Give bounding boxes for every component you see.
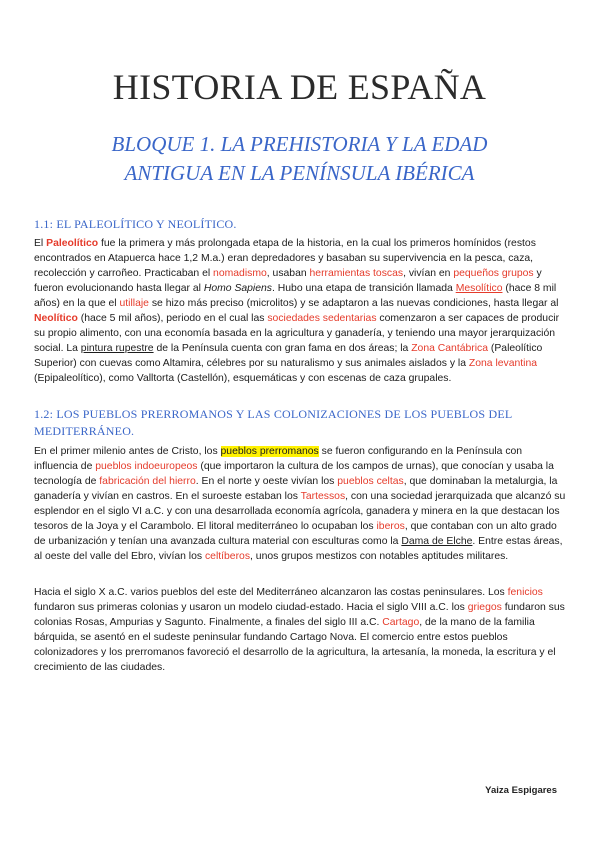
highlighted-term: pintura rupestre [80,343,154,355]
highlighted-term: Paleolítico [46,238,99,249]
text-run: (hace 5 mil años), periodo en el cual las [77,313,268,325]
text-run: fue la primera y más prolongada etapa de la historia, en la cual los primeros homínidos (restos encontrados en Atapuerca hace 1,2 M.a.) eran depredadores y basaban su supervivencia en la pesca, caza, recolección y carroñeo. Practicaban el [34,238,536,280]
text-run: Hacia el siglo X a.C. varios pueblos del este del Mediterráneo alcanzaron las costas peninsulares. Los [34,587,508,598]
highlighted-term: Dama de Elche [401,536,473,548]
text-run: , con una sociedad jerarquizada que alcanzó su esplendor en el siglo VI a.C. y con una desarrollada economía agrícola, ganadera y minera en la que destacan los tesoros de la Joya y el Carambolo. El litoral mediterráneo lo ocupaban los [34,491,566,533]
text-run: se fueron configurando en la Península con influencia de [34,446,523,473]
highlighted-term: Homo Sapiens [203,283,272,295]
highlighted-term: celtíberos [204,551,251,563]
block-subtitle [30,130,569,188]
highlighted-term: pueblos celtas [337,476,404,488]
text-run: , vivían en [403,268,454,280]
highlighted-term: Neolítico [34,313,78,325]
highlighted-term: pequeños grupos [453,268,534,280]
section-1-heading: 1.1: EL PALEOLÍTICO Y NEOLÍTICO. [34,217,237,231]
highlighted-term: herramientas toscas [309,268,404,280]
text-run: (que importaron la cultura de los campos de urnas), que conocían y usaba la tecnología de [34,461,554,488]
section-1-paragraph [34,236,566,386]
highlighted-term: pueblos prerromanos [220,446,319,457]
highlighted-term: pueblos indoeuropeos [95,461,198,473]
text-run: fundaron sus primeras colonias y usaron un modelo ciudad-estado. Hacia el siglo VIII a.C. los [34,602,468,614]
highlighted-term: Cartago [382,617,420,629]
section-2-heading: 1.2: LOS PUEBLOS PRERROMANOS Y LAS COLONIZACIONES DE LOS PUEBLOS DEL MEDITERRÁNEO. [34,407,512,438]
page-title: HISTORIA DE ESPAÑA [112,67,487,107]
section-2-paragraph-2 [34,585,566,675]
text-run: , de la mano de la familia bárquida, se asentó en el sudeste peninsular fundando Cartago Nova. El comercio entre estos pueblos colonizadores y los prerromanos favoreció el desarrollo de la agricultura, la artesanía, la moneda, la escritura y el crecimiento de las ciudades. [34,617,556,674]
text-run: fundaron sus colonias Rosas, Ampurias y Sagunto. Finalmente, a finales del siglo III a.C. [34,602,565,629]
highlighted-term: iberos [376,521,405,533]
text-run: se hizo más preciso (microlitos) y se adaptaron a las nuevas condiciones, hasta llegar al [148,298,559,310]
text-run: El [34,238,47,249]
text-run: , unos grupos mestizos con notables aptitudes militares. [250,551,509,563]
text-run: . Entre estas áreas, al oeste del valle del Ebro, vivían los [34,536,563,563]
text-run: . Hubo una etapa de transición llamada [272,283,456,295]
text-run: En el primer milenio antes de Cristo, los [34,446,221,457]
highlighted-term: fenicios [507,587,543,598]
highlighted-term: utillaje [119,298,149,310]
text-run: comenzaron a ser capaces de producir su propio alimento, con una economía basada en la agricultura y ganadería, y teniendo una mayor jerarquización social. La [34,313,560,355]
text-run: , usaban [266,268,310,280]
text-run: , que dominaban la metalurgia, la ganadería y vivían en castros. En el suroeste estaban los [34,476,558,503]
highlighted-term: Mesolítico [455,283,503,295]
subtitle-line-1: BLOQUE 1. LA PREHISTORIA Y LA EDAD [111,132,488,156]
text-run: (hace 8 mil años) en la que el [34,283,557,310]
text-run: , que contaban con un alto grado de urbanización y tenían una avanzada cultura material con esculturas como la [34,521,557,548]
text-run: (Paleolítico Superior) con cuevas como Altamira, célebres por su naturalismo y sus animales aislados y la [34,343,543,370]
author-name: Yaiza Espigares [485,785,557,796]
highlighted-term: nomadismo [213,268,267,280]
section-2-paragraph-1 [34,444,566,564]
highlighted-term: Tartessos [300,491,346,503]
highlighted-term: Zona Cantábrica [411,343,489,355]
highlighted-term: griegos [467,602,502,614]
text-run: (Epipaleolítico), como Valltorta (Castellón), esquemáticas y con escenas de caza grupales. [34,373,452,385]
highlighted-term: fabricación del hierro [99,476,196,488]
text-run: de la Península cuenta con gran fama en dos áreas; la [153,343,412,355]
text-run: y fueron evolucionando hasta llegar al [34,268,542,295]
highlighted-term: sociedades sedentarias [267,313,377,325]
text-run: . En el norte y oeste vivían los [195,476,338,488]
highlighted-term: Zona levantina [468,358,538,370]
subtitle-line-2: ANTIGUA EN LA PENÍNSULA IBÉRICA [124,161,475,185]
